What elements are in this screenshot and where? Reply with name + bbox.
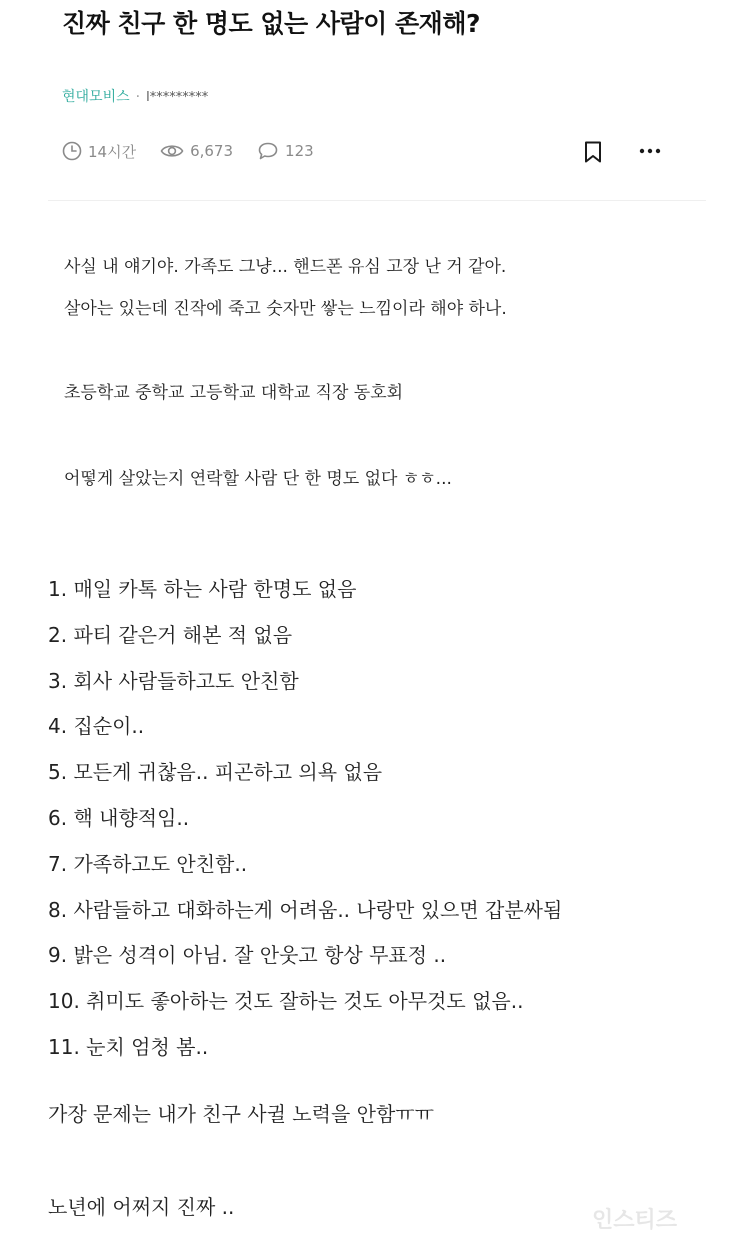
bookmark-icon bbox=[582, 140, 604, 164]
more-button[interactable] bbox=[636, 140, 664, 162]
list-item: 7. 가족하고도 안친함.. bbox=[48, 851, 248, 876]
body-list bbox=[48, 567, 562, 1071]
eye-icon bbox=[160, 141, 184, 161]
time-value: 14시간 bbox=[88, 142, 137, 161]
bookmark-button[interactable] bbox=[582, 140, 604, 164]
post-stats bbox=[62, 137, 338, 165]
list-item: 10. 취미도 좋아하는 것도 잘하는 것도 아무것도 없음.. bbox=[48, 989, 524, 1014]
list-item: 6. 핵 내향적임.. bbox=[48, 805, 190, 830]
header-divider bbox=[48, 200, 706, 201]
list-item: 5. 모든게 귀찮음.. 피곤하고 의욕 없음 bbox=[48, 760, 383, 785]
views-value: 6,673 bbox=[190, 142, 234, 160]
list-item: 11. 눈치 엄청 봄.. bbox=[48, 1034, 209, 1059]
body-paragraph: 초등학교 중학교 고등학교 대학교 직장 동호회 bbox=[64, 383, 404, 403]
comments-stat[interactable] bbox=[257, 141, 314, 161]
post-title: 진짜 친구 한 명도 없는 사람이 존재해? bbox=[62, 9, 480, 38]
views-stat bbox=[160, 141, 233, 161]
comment-icon bbox=[257, 141, 279, 161]
list-item: 9. 밝은 성격이 아님. 잘 안웃고 항상 무표정 .. bbox=[48, 943, 447, 968]
company-link[interactable]: 현대모비스 bbox=[62, 89, 130, 105]
list-item: 8. 사람들하고 대화하는게 어려움.. 나랑만 있으면 갑분싸됨 bbox=[48, 897, 563, 922]
time-stat bbox=[62, 141, 136, 162]
list-item: 3. 회사 사람들하고도 안친함 bbox=[48, 668, 299, 693]
author-name: l********* bbox=[146, 90, 209, 105]
post-author-line bbox=[62, 86, 208, 106]
comments-value: 123 bbox=[285, 142, 314, 160]
list-item: 4. 집순이.. bbox=[48, 714, 145, 739]
body-paragraph: 사실 내 얘기야. 가족도 그냥... 핸드폰 유심 고장 난 거 같아. bbox=[64, 257, 507, 277]
body-paragraph: 어떻게 살았는지 연락할 사람 단 한 명도 없다 ㅎㅎ... bbox=[64, 469, 452, 489]
closing-paragraph: 가장 문제는 내가 친구 사귈 노력을 안함ㅠㅠ bbox=[48, 1102, 434, 1126]
site-watermark: 인스티즈 bbox=[592, 1208, 678, 1233]
list-item: 2. 파티 같은거 해본 적 없음 bbox=[48, 622, 293, 647]
list-item: 1. 매일 카톡 하는 사람 한명도 없음 bbox=[48, 577, 357, 601]
body-paragraph: 살아는 있는데 진작에 죽고 숫자만 쌓는 느낌이라 해야 하나. bbox=[64, 299, 507, 319]
clock-icon bbox=[62, 141, 82, 161]
meta-separator: · bbox=[135, 89, 141, 105]
closing-paragraph: 노년에 어쩌지 진짜 .. bbox=[48, 1195, 235, 1219]
more-icon bbox=[636, 140, 664, 162]
